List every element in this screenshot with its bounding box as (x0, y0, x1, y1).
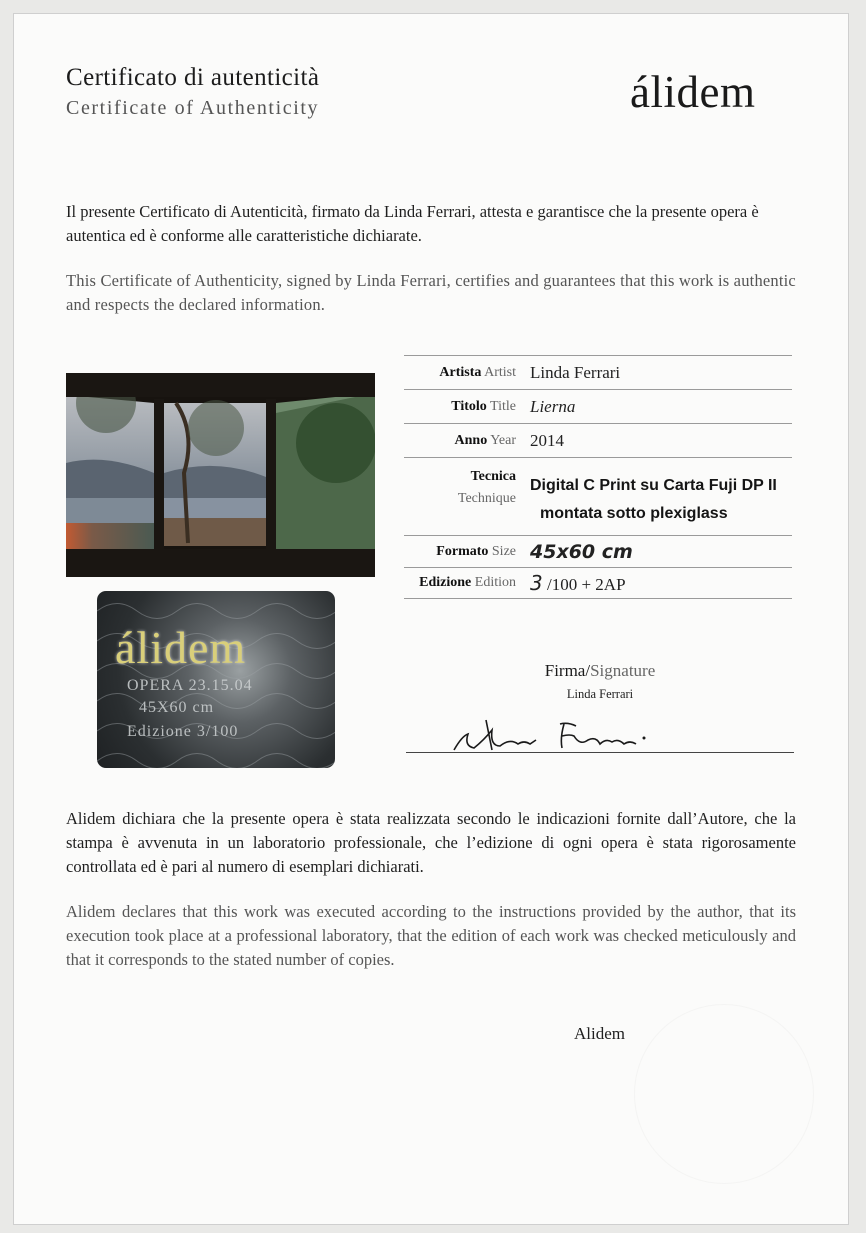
year-value: 2014 (530, 430, 564, 450)
technique-value (530, 458, 777, 535)
authenticity-hologram (97, 591, 335, 768)
technique-value-line1: Digital C Print su Carta Fuji DP II (530, 477, 777, 494)
signature-name: Linda Ferrari (566, 687, 634, 701)
handwritten-signature (440, 710, 670, 758)
title-label: Titolo Title (451, 398, 516, 414)
edition-number-handwritten: 3 (530, 571, 543, 595)
edition-label: Edizione Edition (419, 575, 516, 590)
embossed-seal (634, 1004, 814, 1184)
details-row-edition (404, 567, 792, 599)
details-row-title (404, 389, 792, 423)
details-row-size (404, 535, 792, 567)
size-label: Formato Size (436, 543, 516, 559)
year-label: Anno Year (454, 432, 516, 448)
intro-paragraph-en: This Certificate of Authenticity, signed by Linda Ferrari, certifies and guarantees that this work is authentic and respects the declared information. (66, 271, 796, 314)
hologram-edition: Edizione 3/100 (127, 723, 239, 740)
details-row-year (404, 423, 792, 457)
signature-label: Firma/Signature (544, 661, 656, 680)
certificate-title-it: Certificato di autenticità (66, 64, 320, 91)
details-row-artist (404, 355, 792, 389)
declaration-paragraph-en: Alidem declares that this work was executed according to the instructions provided by the author, that its execution took place at a professional laboratory, that the edition of each work was checked meticulously and that it corresponds to the stated number of copies. (66, 902, 796, 969)
technique-value-line2: montata sotto plexiglass (540, 505, 728, 522)
certificate-title-en: Certificate of Authenticity (66, 97, 320, 119)
size-value: 45x60 cm (530, 540, 633, 563)
hologram-size: 45X60 cm (139, 699, 215, 716)
edition-total: /100 + 2AP (546, 575, 626, 594)
hologram-brand: álidem (115, 622, 247, 673)
title-value: Lierna (530, 396, 576, 416)
details-row-technique (404, 457, 792, 535)
alidem-logo-text: álidem (630, 67, 756, 117)
signature-line (406, 752, 794, 753)
hologram-opera-code: OPERA 23.15.04 (127, 677, 253, 694)
edition-value (530, 571, 626, 595)
declaration-paragraph-it: Alidem dichiara che la presente opera è stata realizzata secondo le indicazioni fornite dall’Autore, che la stampa è avvenuta in un laboratorio professionale, che l’edizione di ogni opera è stata rigorosamente controllata ed è pari al numero di esemplari dichiarati. (66, 809, 796, 876)
intro-paragraph-it: Il presente Certificato di Autenticità, firmato da Linda Ferrari, attesta e garantisce che la presente opera è autentica ed è conforme alle caratteristiche dichiarate. (66, 202, 759, 245)
signoff-alidem: Alidem (574, 1024, 625, 1043)
artwork-photo (66, 373, 375, 577)
artwork-details-table (404, 355, 792, 599)
alidem-logo (630, 66, 755, 118)
artist-value: Linda Ferrari (530, 362, 621, 382)
artwork-image (66, 373, 375, 577)
technique-label: Tecnica Technique (457, 469, 516, 506)
artist-label: Artista Artist (439, 364, 516, 380)
